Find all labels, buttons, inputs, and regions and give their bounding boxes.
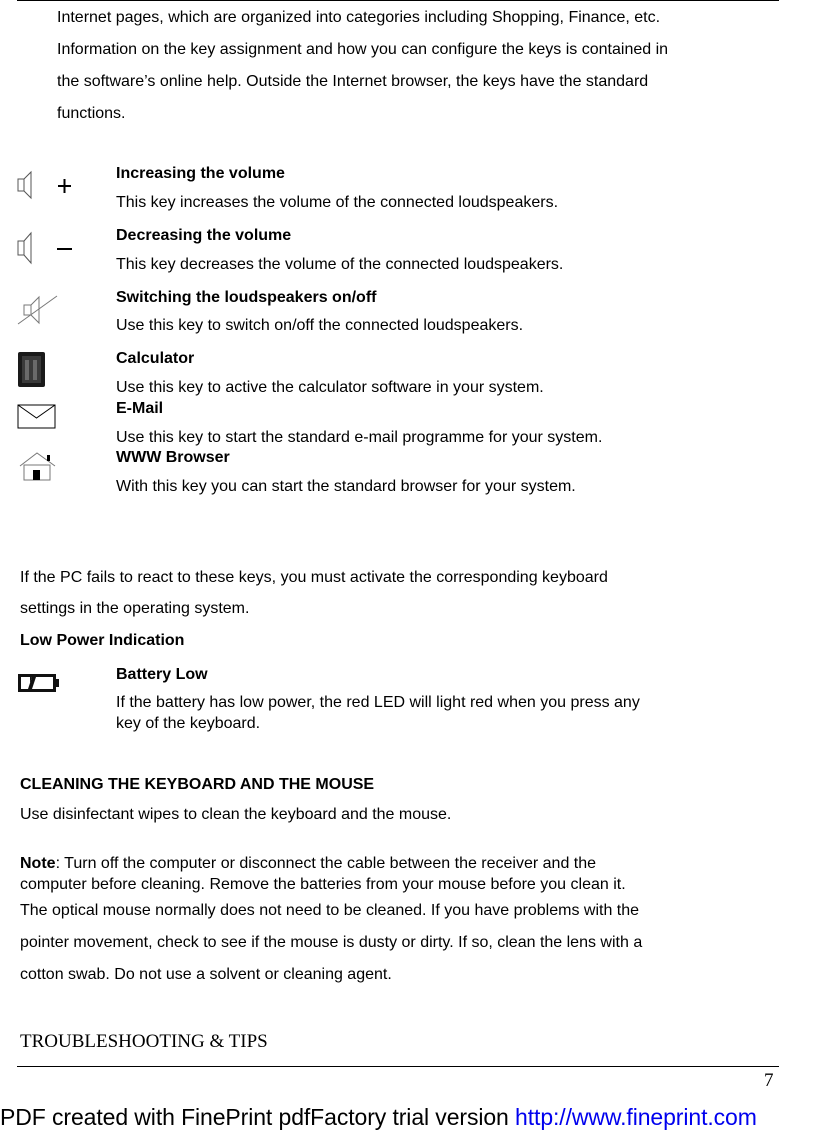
footer-rule — [17, 1066, 779, 1067]
intro-line-4: functions. — [57, 105, 126, 122]
key-desc-browser: With this key you can start the standard browser for your system. — [116, 478, 576, 495]
intro-line-1: Internet pages, which are organized into categories including Shopping, Finance, etc. — [57, 9, 661, 26]
key-title-mute: Switching the loudspeakers on/off — [116, 289, 377, 306]
key-desc-volume-down: This key decreases the volume of the connected loudspeakers. — [116, 256, 564, 273]
home-icon — [17, 450, 59, 482]
optical-line-2: pointer movement, check to see if the mouse is dusty or dirty. If so, clean the lens with a — [20, 934, 643, 951]
battery-low-icon — [18, 674, 60, 694]
fail-note-line-1: If the PC fails to react to these keys, you must activate the corresponding keyboard — [20, 569, 608, 586]
speaker-mute-icon — [15, 292, 65, 328]
battery-low-desc-line-2: key of the keyboard. — [116, 715, 261, 732]
page-number: 7 — [764, 1070, 774, 1091]
intro-line-3: the software’s online help. Outside the Internet browser, the keys have the standard — [57, 73, 649, 90]
fail-note-line-2: settings in the operating system. — [20, 600, 250, 617]
optical-line-3: cotton swab. Do not use a solvent or cleaning agent. — [20, 966, 392, 983]
battery-low-title: Battery Low — [116, 666, 208, 683]
note-line-2: computer before cleaning. Remove the batteries from your mouse before you clean it. — [20, 876, 626, 893]
key-title-email: E-Mail — [116, 400, 164, 417]
key-desc-mute: Use this key to switch on/off the connected loudspeakers. — [116, 317, 524, 334]
key-desc-email: Use this key to start the standard e-mail programme for your system. — [116, 429, 603, 446]
battery-low-desc-line-1: If the battery has low power, the red LED will light red when you press any — [116, 694, 640, 711]
envelope-icon — [17, 404, 57, 430]
speaker-plus-icon — [15, 170, 85, 200]
cleaning-text: Use disinfectant wipes to clean the keyboard and the mouse. — [20, 806, 452, 823]
pdf-watermark — [0, 1104, 757, 1131]
watermark-link[interactable]: http://www.fineprint.com — [515, 1104, 757, 1130]
note-rest: : Turn off the computer or disconnect the cable between the receiver and the — [55, 855, 597, 872]
speaker-minus-icon — [15, 230, 85, 266]
key-title-volume-down: Decreasing the volume — [116, 227, 292, 244]
cleaning-heading: CLEANING THE KEYBOARD AND THE MOUSE — [20, 776, 375, 793]
note-line-1 — [20, 855, 596, 873]
footer-section-title: TROUBLESHOOTING & TIPS — [20, 1031, 268, 1052]
optical-line-1: The optical mouse normally does not need to be cleaned. If you have problems with the — [20, 902, 640, 919]
watermark-text: PDF created with FinePrint pdfFactory trial version — [0, 1104, 516, 1130]
key-title-volume-up: Increasing the volume — [116, 165, 285, 182]
note-label: Note — [20, 855, 56, 872]
low-power-heading: Low Power Indication — [20, 632, 185, 649]
key-title-calculator: Calculator — [116, 350, 195, 367]
key-desc-calculator: Use this key to active the calculator software in your system. — [116, 379, 544, 396]
calculator-icon — [18, 352, 48, 388]
key-desc-volume-up: This key increases the volume of the connected loudspeakers. — [116, 194, 559, 211]
key-title-browser: WWW Browser — [116, 449, 230, 466]
top-rule — [17, 0, 779, 1]
intro-line-2: Information on the key assignment and how you can configure the keys is contained in — [57, 41, 669, 58]
